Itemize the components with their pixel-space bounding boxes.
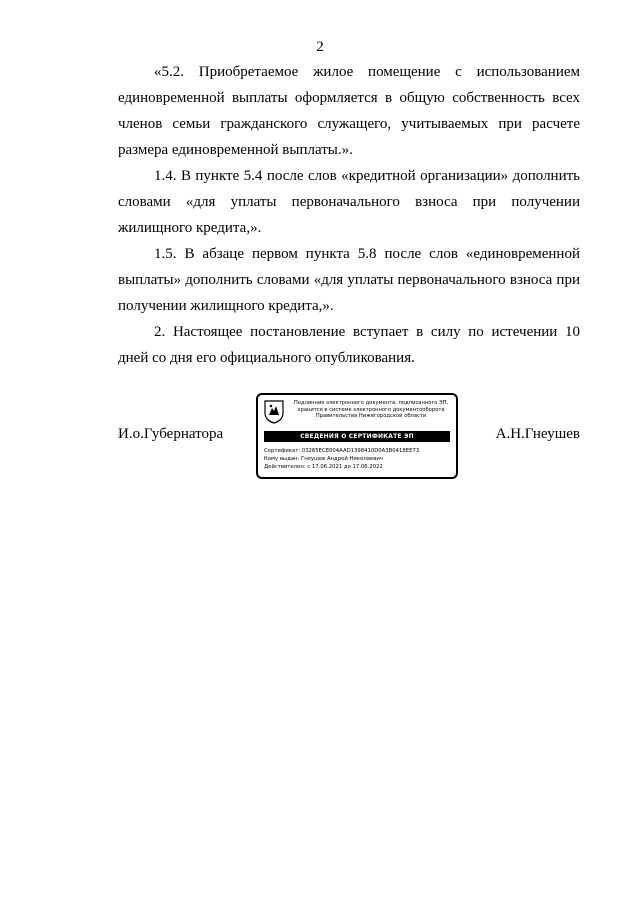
paragraph-1-5: 1.5. В абзаце первом пункта 5.8 после слов «единовременной выплаты» дополнить словами «для уплаты первоначального взноса при получении жилищного кредита,». (118, 246, 580, 314)
certificate-number: Сертификат: 03265ECE004AAD1398410D0A3B0418EE73 (264, 448, 420, 454)
paragraph-5-2: «5.2. Приобретаемое жилое помещение с использованием единовременной выплаты оформляется в общую собственность всех членов семьи гражданского служащего, учитываемых при расчете размера единовременной выплаты.». (118, 64, 580, 158)
document-body (118, 59, 580, 371)
signer-title: И.о.Губернатора (118, 426, 224, 442)
certificate-details (264, 447, 452, 471)
stamp-header (288, 400, 454, 420)
page-number: 2 (316, 39, 324, 55)
electronic-signature-stamp (256, 393, 458, 479)
paragraph-2: 2. Настоящее постановление вступает в силу по истечении 10 дней со дня его официального опубликования. (118, 324, 580, 366)
certificate-owner: Кому выдан: Гнеушев Андрей Николаевич (264, 456, 383, 462)
signature-block (0, 393, 640, 483)
paragraph-1-4: 1.4. В пункте 5.4 после слов «кредитной организации» дополнить словами «для уплаты первоначального взноса при получении жилищного кредита,». (118, 168, 580, 236)
stamp-header-line: Правительства Нижегородской области (315, 413, 427, 419)
certificate-info-band: СВЕДЕНИЯ О СЕРТИФИКАТЕ ЭП (264, 431, 450, 442)
stamp-header-line: Подлинник электронного документа, подписанного ЭП, (293, 400, 449, 406)
coat-of-arms-icon (264, 400, 284, 424)
stamp-header-line: хранится в системе электронного документооборота (297, 406, 445, 413)
signer-name: А.Н.Гнеушев (495, 426, 580, 442)
certificate-validity: Действителен: с 17.06.2021 до 17.06.2022 (264, 464, 383, 470)
